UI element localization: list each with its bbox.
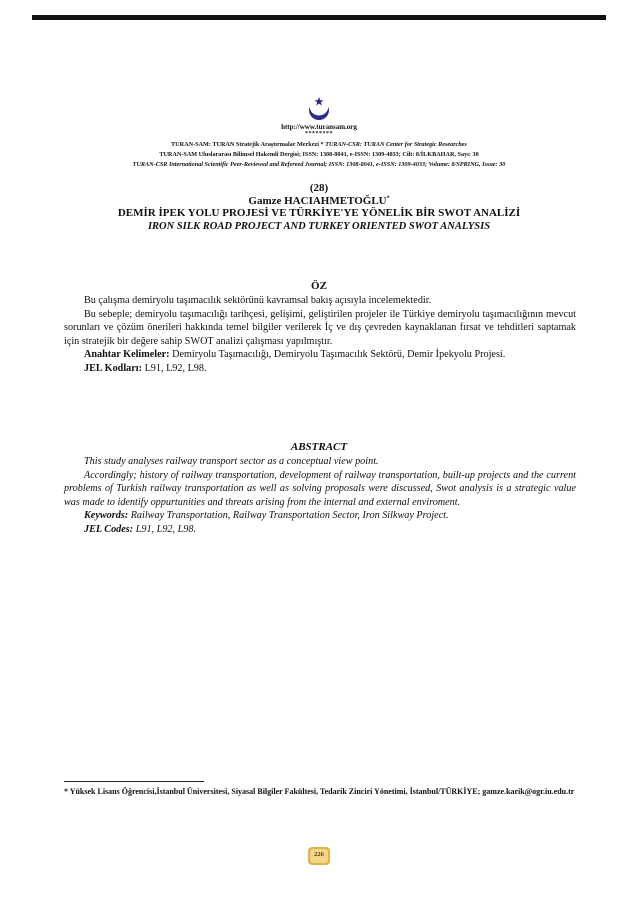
oz-paragraph-1: Bu çalışma demiryolu taşımacılık sektörünü kavramsal bakış açısıyla incelemektedir.: [84, 295, 432, 306]
page-number: 226: [314, 851, 324, 858]
footnote-rule: [64, 781, 204, 782]
oz-keywords: [64, 348, 576, 362]
header-line-2: TURAN-SAM Uluslararası Bilimsel Hakemli Dergisi; ISSN: 1308-8041, e-ISSN: 1309-4033; Cilt: 8/İLKBAHAR, Sayı: 30: [159, 151, 479, 158]
abstract-paragraph-2: Accordingly; history of railway transportation, development of railway transportation, built-up projects and the current problems of Turkish railway transportation as well as solving proposals were discussed, Swot analysis is a strategic value was made to identify oppurtunities and threats arising from the internal and external enviroment.: [64, 469, 576, 508]
footnote-text: Yüksek Lisans Öğrencisi,İstanbul Üniversitesi, Siyasal Bilgiler Fakültesi, Tedarik Zinciri Yönetimi, İstanbul/TÜRKİYE; gamze.karik@ogr.iu.edu.tr: [68, 787, 575, 796]
author-line: [40, 195, 598, 207]
abstract-keywords: [64, 509, 576, 523]
abstract-keywords-text: Railway Transportation, Railway Transportation Sector, Iron Silkway Project.: [128, 510, 449, 521]
oz-section: [64, 294, 576, 375]
abstract-keywords-label: Keywords:: [84, 510, 129, 521]
oz-keywords-text: Demiryolu Taşımacılığı, Demiryolu Taşımacılık Sektörü, Demir İpekyolu Projesi.: [169, 349, 506, 360]
journal-url[interactable]: http://www.turansam.org: [281, 123, 357, 131]
header-line-1-en: TURAN-CSR: TURAN Center for Strategic Researches: [325, 141, 467, 148]
author-name: Gamze HACIAHMETOĞLU: [248, 195, 387, 207]
top-rule: [32, 15, 606, 20]
oz-jel: [64, 362, 576, 376]
abstract-paragraph-1: This study analyses railway transport sector as a conceptual view point.: [84, 456, 379, 467]
abstract-jel: [64, 523, 576, 537]
abstract-heading: ABSTRACT: [290, 441, 348, 453]
crescent-star-logo-icon: [303, 95, 335, 121]
abstract-section: [64, 455, 576, 536]
header-line-3: TURAN-CSR International Scientific Peer-Reviewed and Refereed Journal; ISSN: 1308-8041, e-ISSN: 1309-4033; Volume: 8/SPRING, Issue: 30: [132, 161, 506, 168]
header-line-1-tr: TURAN-SAM: TURAN Stratejik Araştırmalar Merkezi *: [171, 141, 326, 148]
title-turkish: DEMİR İPEK YOLU PROJESİ VE TÜRKİYE'YE YÖNELİK BİR SWOT ANALİZİ: [117, 207, 521, 219]
oz-keywords-label: Anahtar Kelimeler:: [84, 349, 170, 360]
oz-jel-text: L91, L92, L98.: [142, 362, 207, 374]
oz-paragraph-2: Bu sebeple; demiryolu taşımacılığı tarihçesi, gelişimi, geliştirilen projeler ile Türkiye demiryolu taşımacılığının mevcut sorunları ve çözüm önerileri hakkında temel bilgiler verilerek İç ve dış çevreden kaynaklanan fırsat ve tehditleri saptamak için stratejik bir değere sahip SWOT analizi çalışması yapılmıştır.: [64, 308, 576, 347]
author-footnote-mark: *: [386, 195, 390, 202]
abstract-jel-label: JEL Codes:: [84, 523, 134, 535]
title-english: IRON SILK ROAD PROJECT AND TURKEY ORIENTED SWOT ANALYSIS: [147, 221, 491, 232]
oz-heading: ÖZ: [311, 280, 327, 292]
footnote: [64, 786, 600, 797]
header-line-1: [40, 141, 598, 148]
footnote-mark: *: [64, 787, 68, 796]
article-number: (28): [309, 182, 329, 194]
abstract-jel-text: L91, L92, L98.: [133, 523, 196, 535]
oz-jel-label: JEL Kodları:: [84, 362, 143, 374]
header-stars: ********: [305, 131, 333, 137]
